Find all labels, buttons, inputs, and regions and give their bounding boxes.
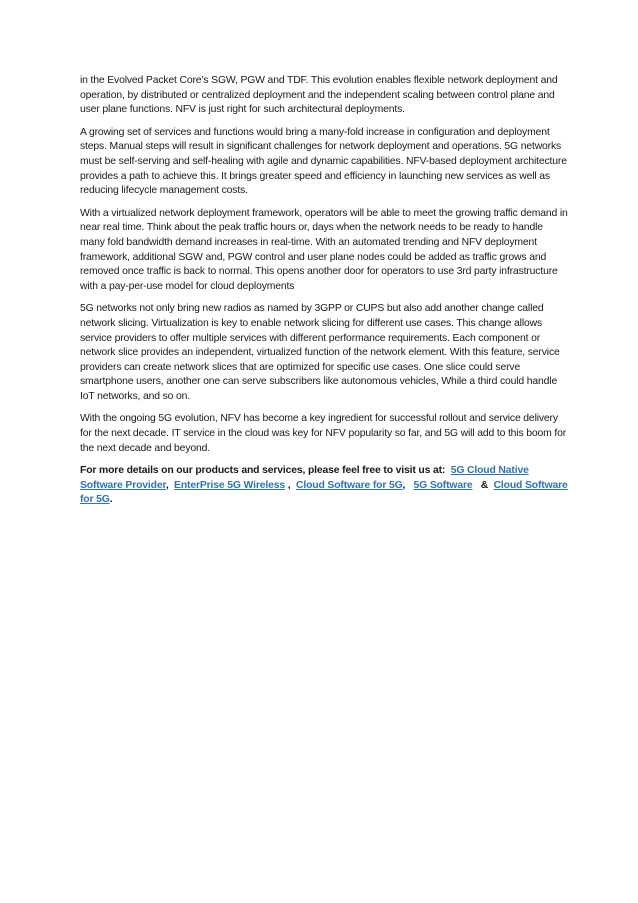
paragraph-epc-evolution: in the Evolved Packet Core’s SGW, PGW and TDF. This evolution enables flexible network deployment and operation, by distributed or centralized deployment and the independent scaling between control plane and user plane functions. NFV is just right for such architectural deployments. [80, 75, 558, 116]
paragraph-deployment-steps: A growing set of services and functions would bring a many-fold increase in configuration and deployment steps. Manual steps will result in significant challenges for network deployment and operations. 5G networks must be self-serving and self-healing with agile and dynamic capabilities. NFV-based deployment architecture provides a path to achieve this. It brings greater speed and efficiency in launching new services as well as reducing lifecycle management costs. [80, 126, 567, 197]
cta-separator: . [109, 494, 113, 506]
paragraph-virtualized-framework: With a virtualized network deployment framework, operators will be able to meet the growing traffic demand in near real time. Think about the peak traffic hours or, days when the network needs to be ready to handle many fold bandwidth demand increases in real-time. With an automated trending and NFV deployment framework, additional SGW and, PGW control and user plane nodes could be added as traffic grows and removed once traffic is back to normal. This opens another door for operators to use 3rd party infrastructure with a pay-per-use model for cloud deployments [80, 207, 568, 292]
call-to-action [80, 464, 568, 508]
paragraph-network-slicing: 5G networks not only bring new radios as named by 3GPP or CUPS but also add another change called network slicing. Virtualization is key to enable network slicing for different use cases. This change allows service providers to offer multiple services with different performance requirements. Each component or network slice provides an independent, virtualized function of the network element. With this feature, service providers can create network slices that are optimized for specific use cases. One slice could serve smartphone users, another one can serve subscribers like autonomous vehicles, While a third could handle IoT networks, and so on. [80, 303, 560, 402]
link-cloud-software-for-5g[interactable]: Cloud Software for 5G [296, 479, 403, 491]
cta-separator: , [402, 479, 406, 491]
cta-separator: & [480, 479, 489, 491]
link-enterprise-5g-wireless[interactable]: EnterPrise 5G Wireless [174, 479, 286, 491]
link-cloud-software-for-5g-2[interactable]: Cloud Software for 5G [80, 479, 568, 506]
paragraph-5g-evolution: With the ongoing 5G evolution, NFV has become a key ingredient for successful rollout and service delivery for the next decade. IT service in the cloud was key for NFV popularity so far, and 5G will add to this boom for the next decade and beyond. [80, 413, 567, 454]
cta-intro: For more details on our products and services, please feel free to visit us at: [80, 465, 446, 477]
link-5g-cloud-native-software-provider[interactable]: 5G Cloud Native Software Provider [80, 465, 529, 491]
cta-separator: , [165, 479, 169, 491]
cta-separator: , [287, 479, 291, 491]
link-5g-software[interactable]: 5G Software [413, 479, 473, 491]
